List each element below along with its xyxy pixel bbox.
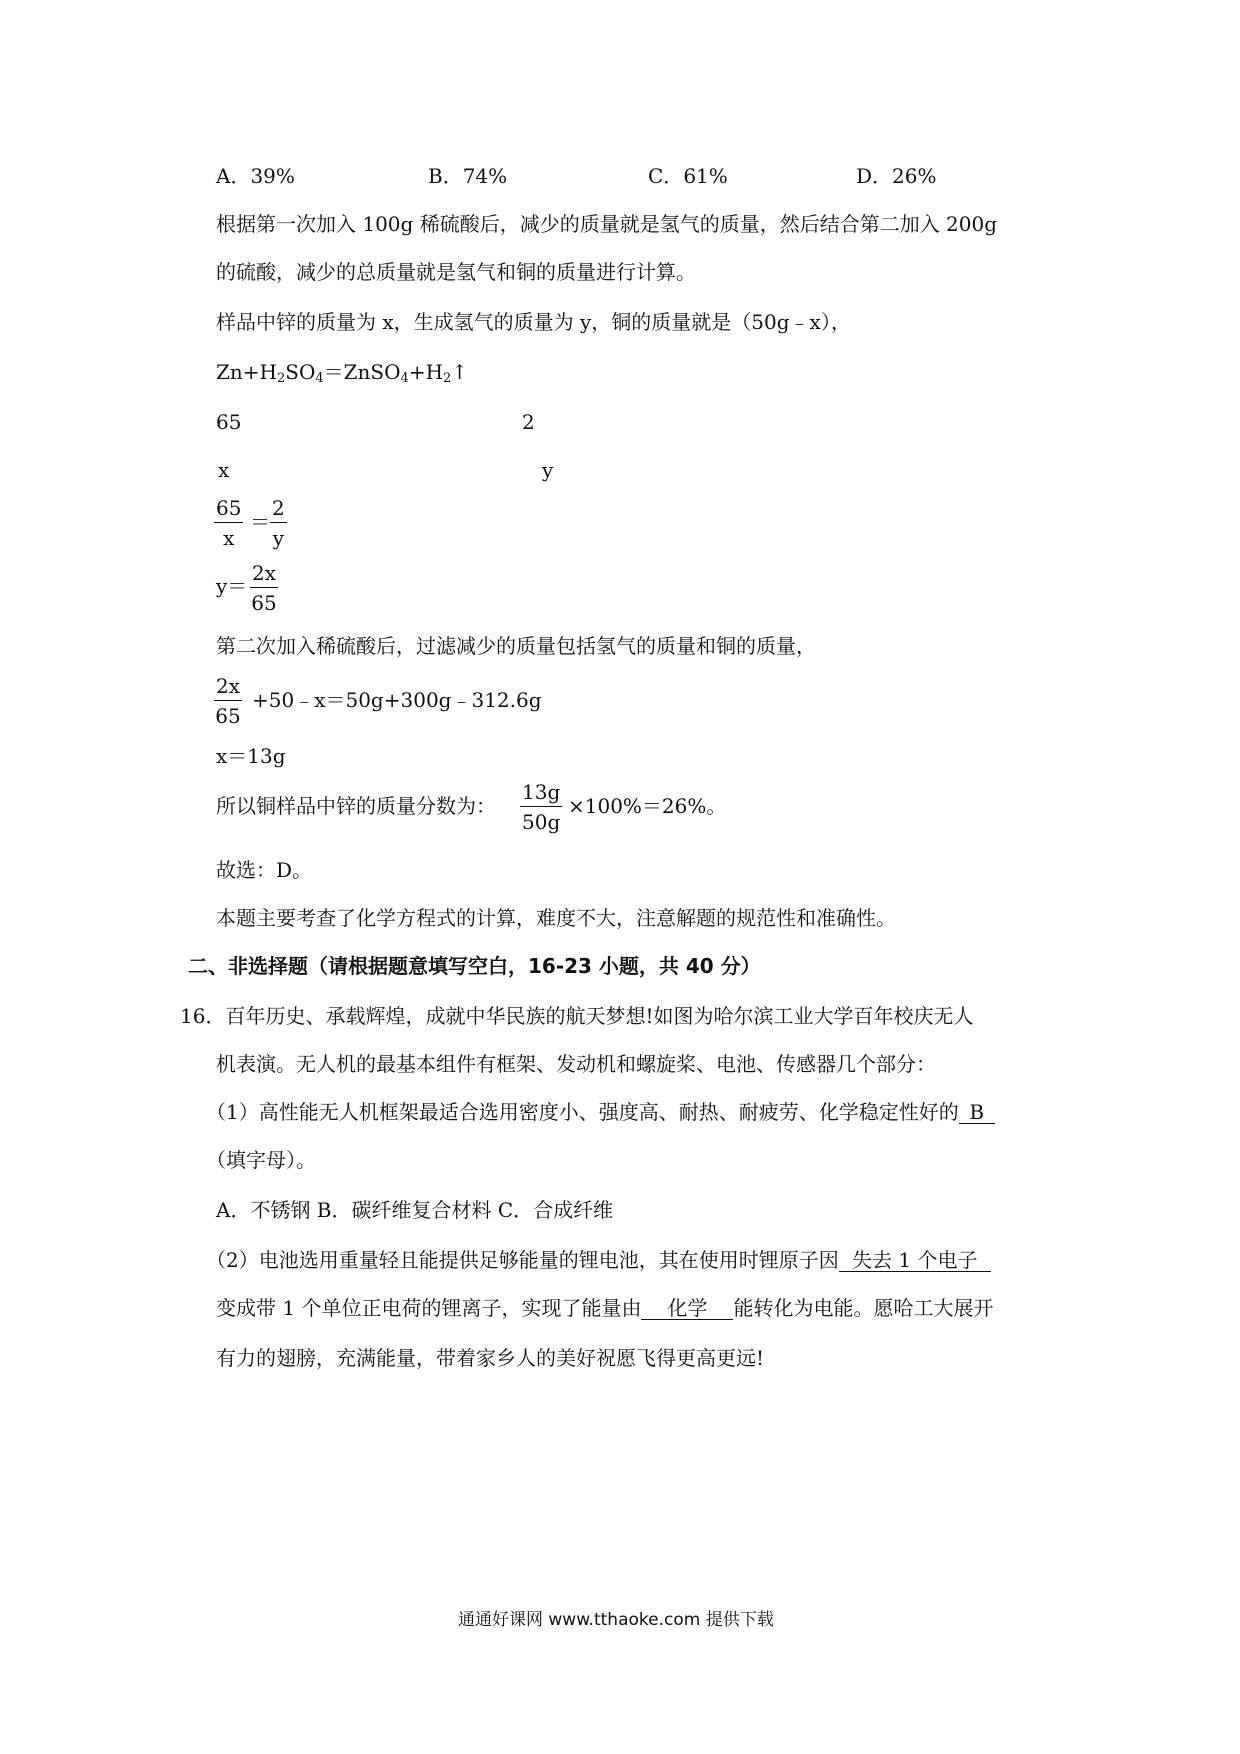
analysis-line-1: 根据第一次加入 100g 稀硫酸后，减少的质量就是氢气的质量，然后结合第二加入 200g [216,212,998,236]
q16-part1-answer: B [959,1102,995,1124]
option-d: D．26% [856,164,937,188]
chemical-equation: $Zn+H_2SO_4=ZnSO_4+H_2↑$ [216,360,469,386]
y-lhs: y＝ [216,574,248,598]
analysis-line-2: 的硫酸，减少的总质量就是氢气和铜的质量进行计算。 [216,260,696,284]
percent-prefix: 所以铜样品中锌的质量分数为： [216,794,496,818]
q16-number: 16． [180,1004,226,1028]
footer-download-note: 通通好课网 www.tthaoke.com 提供下载 [458,1610,774,1630]
mass-eq-fraction: $\frac{2x}{65}$ [215,674,241,728]
percent-suffix: ×100%＝26%。 [568,794,727,818]
proportion-equals: ＝ [250,510,270,534]
option-a: A．39% [216,164,295,188]
mass-eq-rest: +50﹣x＝50g+300g﹣312.6g [252,688,542,712]
var-x: x [218,458,230,482]
percent-fraction: $\frac{13g}{50g}$ [522,780,561,834]
y-fraction: $\frac{2x}{65}$ [251,561,277,615]
analysis-line-3: 样品中锌的质量为 x，生成氢气的质量为 y，铜的质量就是（50g﹣x）， [216,310,851,334]
molar-mass-h2: 2 [522,410,535,434]
proportion-fraction-right: $\frac{2}{y}$ [272,496,285,550]
q16-part2-line-1: （2）电池选用重量轻且能提供足够能量的锂电池，其在使用时锂原子因 失去 1 个电子 [206,1250,991,1272]
x-result: x＝13g [216,744,286,768]
proportion-fraction-left: $\frac{65}{x}$ [216,496,242,550]
option-c: C．61% [648,164,728,188]
q16-part1-note: （填字母）。 [206,1148,316,1172]
answer-line: 故选：D。 [216,858,313,882]
option-b: B．74% [428,164,508,188]
q16-part2-line-3: 有力的翅膀，充满能量，带着家乡人的美好祝愿飞得更高更远! [216,1346,765,1370]
var-y: y [542,458,554,482]
q16-part2-answer-1: 失去 1 个电子 [839,1250,991,1272]
q16-stem-line-1: 16．百年历史、承载辉煌，成就中华民族的航天梦想!如图为哈尔滨工业大学百年校庆无人 [180,1004,974,1028]
q16-part1: （1）高性能无人机框架最适合选用密度小、强度高、耐热、耐疲劳、化学稳定性好的 B [206,1102,995,1124]
q16-part1-options: A．不锈钢 B．碳纤维复合材料 C．合成纤维 [216,1198,614,1222]
section-title: 二、非选择题（请根据题意填写空白，16-23 小题，共 40 分） [188,954,761,978]
q16-part2-line-2: 变成带 1 个单位正电荷的锂离子，实现了能量由 化学 能转化为电能。愿哈工大展开 [216,1296,994,1320]
q16-stem-line-2: 机表演。无人机的最基本组件有框架、发动机和螺旋桨、电池、传感器几个部分： [216,1052,936,1076]
q16-part2-answer-2: 化学 [641,1298,733,1320]
molar-mass-zn: 65 [216,410,242,434]
comment-line: 本题主要考查了化学方程式的计算，难度不大，注意解题的规范性和准确性。 [216,906,896,930]
second-addition-text: 第二次加入稀硫酸后，过滤减少的质量包括氢气的质量和铜的质量， [216,634,816,658]
